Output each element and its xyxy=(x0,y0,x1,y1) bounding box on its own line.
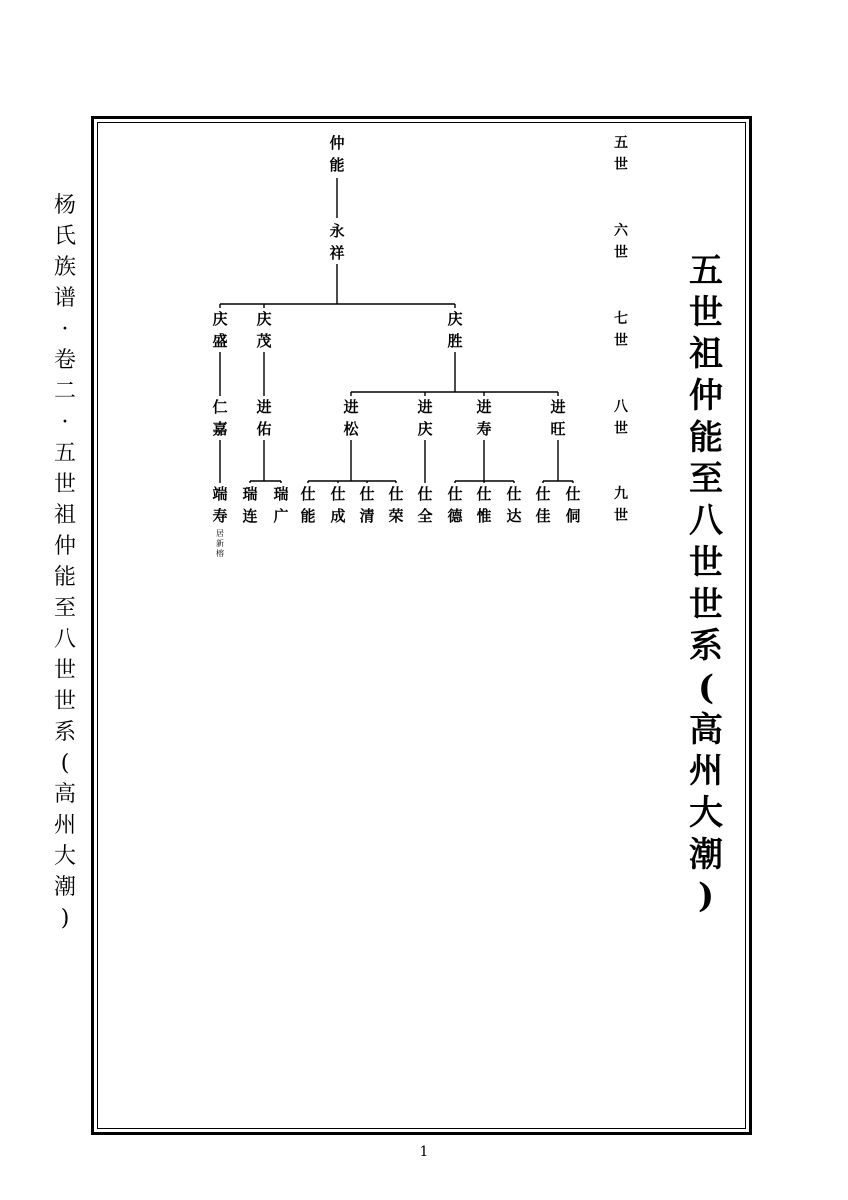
text-char: 广 xyxy=(273,507,289,525)
text-char: 大 xyxy=(689,792,723,833)
person-duanshou xyxy=(208,483,232,527)
text-char: ) xyxy=(60,906,70,931)
text-char: · xyxy=(61,410,69,435)
text-char: 二 xyxy=(53,379,76,404)
text-char: 高 xyxy=(689,709,723,750)
person-ruilian xyxy=(238,483,262,527)
text-char: 八 xyxy=(689,501,723,542)
generation-label-8 xyxy=(611,396,631,440)
text-char: 仕 xyxy=(388,485,404,503)
text-char: 居 xyxy=(216,529,224,538)
person-shitong xyxy=(561,483,585,527)
text-char: 州 xyxy=(53,813,76,838)
text-char: 寿 xyxy=(212,507,228,525)
text-char: 庆 xyxy=(447,310,463,328)
text-char: 德 xyxy=(447,507,463,525)
generation-label-7 xyxy=(611,308,631,352)
text-char: 成 xyxy=(330,507,346,525)
person-jinshou xyxy=(472,396,496,440)
text-char: 嘉 xyxy=(212,420,228,438)
text-char: 连 xyxy=(242,507,258,525)
text-char: 世 xyxy=(53,472,76,497)
text-char: 卷 xyxy=(53,348,76,373)
text-char: 祖 xyxy=(53,503,76,528)
text-char: 族 xyxy=(53,255,76,280)
text-char: 茂 xyxy=(256,332,272,350)
text-char: 仕 xyxy=(447,485,463,503)
text-char: 谱 xyxy=(53,286,76,311)
text-char: 进 xyxy=(256,398,272,416)
text-char: ( xyxy=(697,667,715,708)
person-shineng xyxy=(296,483,320,527)
text-char: 庆 xyxy=(256,310,272,328)
text-char: 仲 xyxy=(53,534,76,559)
text-char: 世 xyxy=(614,245,628,261)
text-char: 能 xyxy=(53,565,76,590)
text-char: 寿 xyxy=(476,420,492,438)
text-char: 六 xyxy=(614,223,628,239)
text-char: 世 xyxy=(614,157,628,173)
text-char: 达 xyxy=(506,507,522,525)
person-renjia xyxy=(208,396,232,440)
person-jinsong xyxy=(339,396,363,440)
text-char: 庆 xyxy=(212,310,228,328)
text-char: 至 xyxy=(689,459,723,500)
person-shiwei xyxy=(472,483,496,527)
person-qingmao xyxy=(252,308,276,352)
text-char: 榕 xyxy=(216,549,224,558)
text-char: 清 xyxy=(359,507,375,525)
text-char: 仲 xyxy=(689,376,723,417)
text-char: 世 xyxy=(53,658,76,683)
text-char: 旺 xyxy=(550,420,566,438)
text-char: 仁 xyxy=(212,398,228,416)
text-char: 潮 xyxy=(689,834,723,875)
text-char: 进 xyxy=(343,398,359,416)
person-shiqing xyxy=(355,483,379,527)
text-char: 仕 xyxy=(330,485,346,503)
text-char: 系 xyxy=(689,626,723,667)
person-shide xyxy=(443,483,467,527)
person-ruiguang xyxy=(269,483,293,527)
text-char: 世 xyxy=(689,584,723,625)
text-char: 世 xyxy=(689,292,723,333)
text-char: 能 xyxy=(300,507,316,525)
text-char: 五 xyxy=(614,135,628,151)
text-char: 佳 xyxy=(535,507,551,525)
person-jinwang xyxy=(546,396,570,440)
text-char: 五 xyxy=(689,251,723,291)
text-char: 仕 xyxy=(565,485,581,503)
text-char: 仕 xyxy=(300,485,316,503)
text-char: 松 xyxy=(343,420,359,438)
text-char: 九 xyxy=(614,486,628,502)
text-char: 瑞 xyxy=(242,485,258,503)
text-char: 祥 xyxy=(329,244,345,262)
text-char: 新 xyxy=(216,539,224,548)
person-qingsheng2 xyxy=(443,308,467,352)
text-char: 系 xyxy=(53,720,76,745)
text-char: 进 xyxy=(476,398,492,416)
text-char: 杨 xyxy=(53,193,76,218)
text-char: ) xyxy=(697,876,715,917)
text-char: 仲 xyxy=(329,134,345,152)
text-char: 侗 xyxy=(565,507,581,525)
text-char: 全 xyxy=(417,507,433,525)
text-char: 庆 xyxy=(417,420,433,438)
text-char: 胜 xyxy=(447,332,463,350)
text-char: 永 xyxy=(329,222,345,240)
text-char: 祖 xyxy=(689,334,723,375)
person-qingsheng xyxy=(208,308,232,352)
text-char: 仕 xyxy=(535,485,551,503)
text-char: 盛 xyxy=(212,332,228,350)
text-char: 惟 xyxy=(476,507,492,525)
text-char: 仕 xyxy=(417,485,433,503)
text-char: 世 xyxy=(614,508,628,524)
generation-label-6 xyxy=(611,220,631,264)
text-char: · xyxy=(61,317,69,342)
text-char: 潮 xyxy=(53,875,76,900)
text-char: 进 xyxy=(417,398,433,416)
person-zhongneng xyxy=(325,132,349,176)
text-char: 世 xyxy=(689,542,723,583)
text-char: 高 xyxy=(53,782,76,807)
text-char: 氏 xyxy=(53,224,76,249)
text-char: 州 xyxy=(689,751,723,792)
text-char: 仕 xyxy=(359,485,375,503)
person-jinqing xyxy=(413,396,437,440)
generation-label-5 xyxy=(611,132,631,176)
person-shirong xyxy=(384,483,408,527)
text-char: 佑 xyxy=(256,420,272,438)
person-shiquan xyxy=(413,483,437,527)
person-jinyou xyxy=(252,396,276,440)
page-number: 1 xyxy=(419,1144,429,1160)
person-yongxiang xyxy=(325,220,349,264)
text-char: 大 xyxy=(53,844,76,869)
text-char: 八 xyxy=(53,627,76,652)
text-char: 至 xyxy=(53,596,76,621)
text-char: 能 xyxy=(329,156,345,174)
text-char: 仕 xyxy=(506,485,522,503)
text-char: ( xyxy=(60,751,70,776)
text-char: 世 xyxy=(614,333,628,349)
text-char: 能 xyxy=(689,417,723,458)
text-char: 荣 xyxy=(388,507,404,525)
text-char: 进 xyxy=(550,398,566,416)
text-char: 七 xyxy=(614,311,628,327)
residence-note xyxy=(213,529,227,559)
person-shicheng xyxy=(326,483,350,527)
person-shida xyxy=(502,483,526,527)
text-char: 八 xyxy=(614,399,628,415)
generation-label-9 xyxy=(611,483,631,527)
person-shijia xyxy=(531,483,555,527)
text-char: 世 xyxy=(614,421,628,437)
text-char: 端 xyxy=(212,485,228,503)
text-char: 瑞 xyxy=(273,485,289,503)
text-char: 世 xyxy=(53,689,76,714)
text-char: 仕 xyxy=(476,485,492,503)
text-char: 五 xyxy=(53,441,76,466)
